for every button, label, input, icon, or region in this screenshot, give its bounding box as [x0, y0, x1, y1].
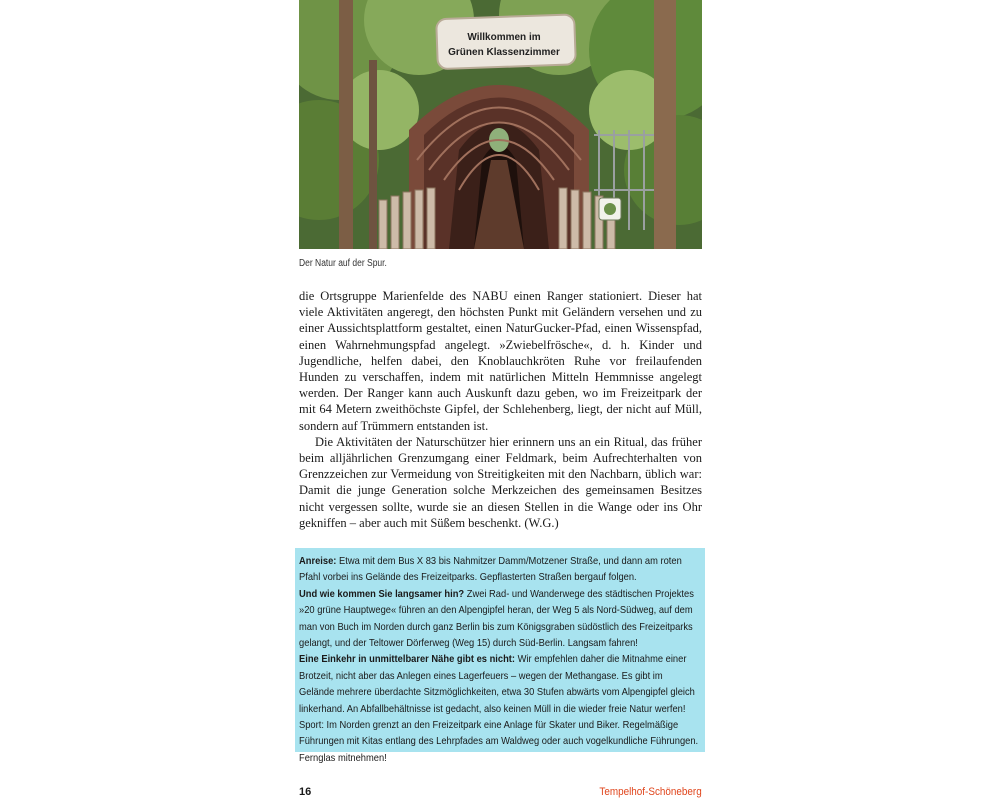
body-text — [299, 288, 702, 531]
info-box — [295, 548, 705, 764]
info-langsam-text: Zwei Rad- und Wanderwege des städtischen Projektes »20 grüne Hauptwege« führen an den Alpengipfel heran, der Weg 5 als Nord-Südweg, auf dem man von Buch im Norden durch ganz Berlin bis zum Königsgraben südöstlich des Freizeitparks gelangt, und der Teltower Dörferweg (Weg 15) durch Süd-Berlin. Langsam fahren! — [299, 587, 694, 650]
section-title: Tempelhof-Schöneberg — [599, 786, 702, 798]
info-anreise-text: Etwa mit dem Bus X 83 bis Nahmitzer Damm/Motzener Straße, und dann am roten Pfahl vorbei ins Gelände des Freizeitparks. Gepflasterten Straßen bergauf folgen. — [299, 555, 682, 584]
tunnel-photo-illustration — [299, 0, 702, 249]
sign-line-2: Grünen Klassenzimmer — [448, 47, 560, 58]
info-langsam — [299, 586, 700, 652]
body-paragraph-1: die Ortsgruppe Marienfelde des NABU einen Ranger stationiert. Dieser hat viele Aktivitäten angeregt, den höchsten Punkt mit Geländern versehen und zu einer Aussichtsplattform gestaltet, einen NaturGucker-Pfad, einen Wissenspfad, einen Wahrnehmungspfad angelegt. »Zwiebelfrösche«, d. h. Kinder und Jugendliche, helfen dabei, den Knoblauchkröten Ruhe vor freilaufenden Hunden zu verschaffen, indem mit natürlichen Mitteln Hemmnisse angelegt werden. Der Ranger kann auch Auskunft dazu geben, wo im Freizeitpark der mit 64 Metern zweithöchste Gipfel, der Schlehenberg, liegt, der nicht auf Müll, sondern auf Trümmern entstanden ist. — [299, 289, 702, 433]
info-anreise — [299, 553, 700, 586]
tunnel-photo — [299, 0, 702, 249]
info-einkehr-text: Wir empfehlen daher die Mitnahme einer Brotzeit, nicht aber das Anlegen eines Lagerfeuers – wegen der Methangase. Es gibt im Gelände mehrere überdachte Sitzmöglichkeiten, etwa 30 Stufen abwärts vom Alpengipfel gleich linkerhand. An Abfallbehältnisse ist gedacht, also keinen Müll in die wieder freie Natur werfen! Sport: Im Norden grenzt an den Freizeitpark eine Anlage für Skater und Biker. Regelmäßige Führungen mit Kitas entlang des Lehrpfades am Waldweg oder auch vogelkundliche Führungen. Fernglas mitnehmen! — [299, 653, 699, 764]
sign-line-1: Willkommen im — [467, 32, 541, 43]
page-number: 16 — [299, 786, 312, 798]
photo-caption: Der Natur auf der Spur. — [299, 258, 387, 269]
info-einkehr — [299, 651, 700, 766]
body-paragraph-2: Die Aktivitäten der Naturschützer hier erinnern uns an ein Ritual, das früher beim alljährlichen Grenzumgang einer Feldmark, beim Aufrechterhalten von Grenzzeichen zur Vermeidung von Streitigkeiten mit den Nachbarn, üblich war: Damit die junge Generation solche Merkzeichen des gemeinsamen Besitzes nicht vergessen sollte, wurde sie an diesen Stellen in die Wange oder ins Ohr gekniffen – aber auch mit Süßem beschenkt. (W.G.) — [299, 434, 702, 530]
info-langsam-label: Und wie kommen Sie langsamer hin? — [299, 587, 465, 600]
info-anreise-label: Anreise: — [299, 555, 337, 567]
info-einkehr-label: Eine Einkehr in unmittelbarer Nähe gibt es nicht: — [299, 653, 516, 666]
